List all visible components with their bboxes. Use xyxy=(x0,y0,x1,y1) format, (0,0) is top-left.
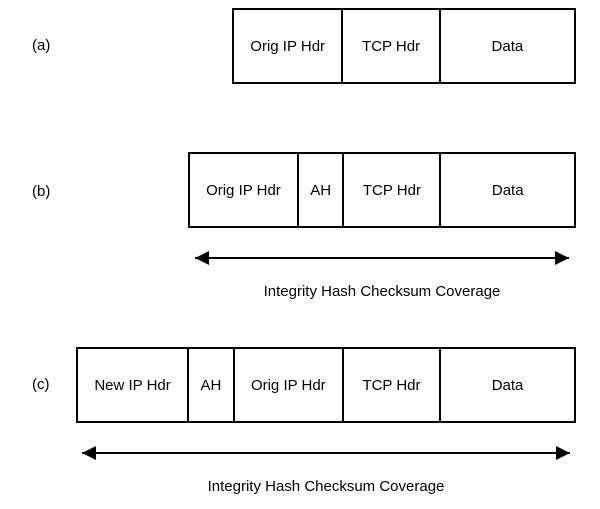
arrow-line xyxy=(82,452,570,454)
packet-diagram-b xyxy=(188,152,576,228)
field-new-ip-hdr: New IP Hdr xyxy=(78,349,189,421)
panel-b-label: (b) xyxy=(32,183,51,200)
panel-c-label: (c) xyxy=(32,376,50,393)
arrow-line xyxy=(195,257,569,259)
field-data: Data xyxy=(491,37,524,55)
coverage-caption-b: Integrity Hash Checksum Coverage xyxy=(263,283,501,300)
field-ah: AH xyxy=(299,154,345,226)
packet-diagram-c xyxy=(76,347,576,423)
arrow-head-right-icon xyxy=(555,251,569,265)
coverage-arrow-c xyxy=(82,445,570,461)
packet-diagram-a xyxy=(232,8,576,84)
field-data: Data xyxy=(491,376,524,394)
panel-a-label: (a) xyxy=(32,37,51,54)
field-ah: AH xyxy=(189,349,235,421)
field-orig-ip-hdr: Orig IP Hdr xyxy=(235,349,344,421)
field-tcp-hdr: TCP Hdr xyxy=(343,10,440,82)
coverage-caption-c: Integrity Hash Checksum Coverage xyxy=(207,478,445,495)
field-orig-ip-hdr: Orig IP Hdr xyxy=(190,154,299,226)
arrow-head-left-icon xyxy=(195,251,209,265)
coverage-arrow-b xyxy=(195,250,569,266)
field-orig-ip-hdr: Orig IP Hdr xyxy=(234,10,343,82)
field-tcp-hdr: TCP Hdr xyxy=(344,349,441,421)
arrow-head-left-icon xyxy=(82,446,96,460)
field-data: Data xyxy=(491,181,524,199)
field-tcp-hdr: TCP Hdr xyxy=(344,154,441,226)
arrow-head-right-icon xyxy=(556,446,570,460)
